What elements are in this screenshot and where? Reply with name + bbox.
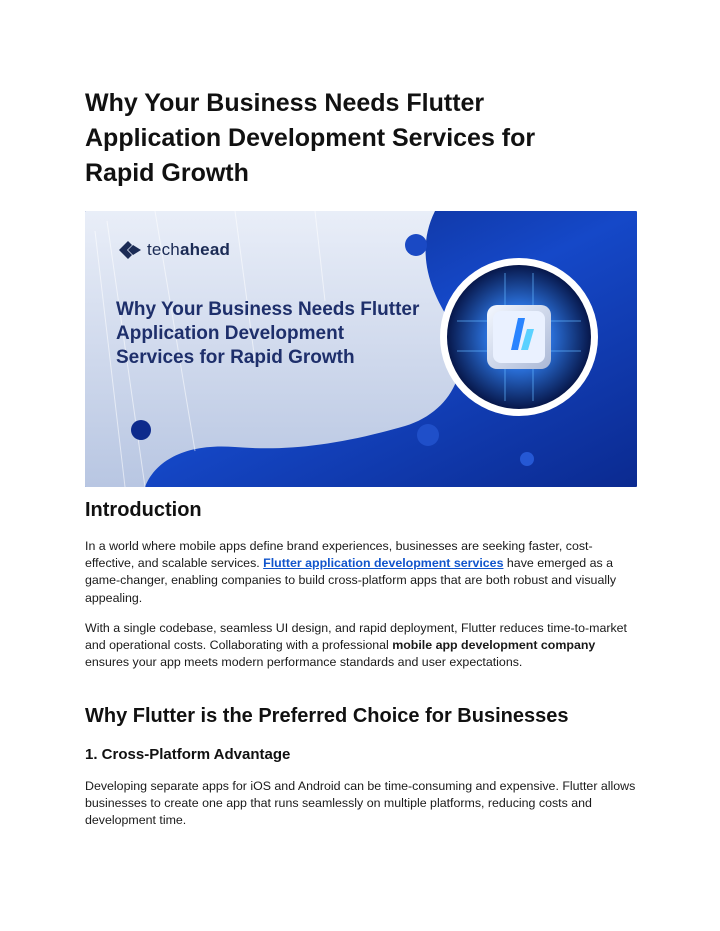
title-line-3: Rapid Growth <box>85 159 249 187</box>
intro-p2-bold: mobile app development company <box>392 638 596 653</box>
techahead-logo <box>119 240 230 260</box>
subsection-paragraph: Developing separate apps for iOS and Android can be time-consuming and expensive. Flutter allows businesses to create one app that runs seamlessly on multiple platforms, reducing costs and development time. <box>85 779 636 828</box>
intro-p1-text-after: have emerged as a game-changer, enabling companies to build cross-platform apps that are both robust and visually appealing. <box>85 556 617 605</box>
intro-paragraph-2 <box>85 620 637 672</box>
deco-circle-4 <box>520 452 534 466</box>
deco-circle-3 <box>417 424 439 446</box>
banner-headline-line-2: Application Development <box>116 323 345 344</box>
section-heading: Why Flutter is the Preferred Choice for Businesses <box>85 705 569 727</box>
deco-circle-2 <box>131 420 151 440</box>
brand-prefix: tech <box>147 240 180 259</box>
intro-p2-text-before: With a single codebase, seamless UI design, and rapid deployment, Flutter reduces time-to-market and operational costs. Collaborating with a professional <box>85 621 627 653</box>
banner-headline-line-1: Why Your Business Needs Flutter <box>116 299 420 320</box>
page-title <box>85 86 645 191</box>
banner-headline <box>116 298 446 370</box>
banner-headline-line-3: Services for Rapid Growth <box>116 347 355 368</box>
subsection-heading: 1. Cross-Platform Advantage <box>85 746 291 763</box>
intro-p1-text-before: In a world where mobile apps define brand experiences, businesses are seeking faster, cost-effective, and scalable services. <box>85 539 593 571</box>
flutter-services-link[interactable]: Flutter application development services <box>263 556 504 571</box>
intro-paragraph-1 <box>85 538 637 607</box>
techahead-logo-icon <box>119 241 141 259</box>
deco-circle-1 <box>405 234 427 256</box>
brand-suffix: ahead <box>179 240 231 259</box>
intro-heading: Introduction <box>85 499 202 521</box>
title-line-2: Application Development Services for <box>85 124 536 152</box>
title-line-1: Why Your Business Needs Flutter <box>85 89 485 117</box>
hero-banner-image <box>85 211 637 487</box>
intro-p2-text-after: ensures your app meets modern performance standards and user expectations. <box>85 655 523 670</box>
